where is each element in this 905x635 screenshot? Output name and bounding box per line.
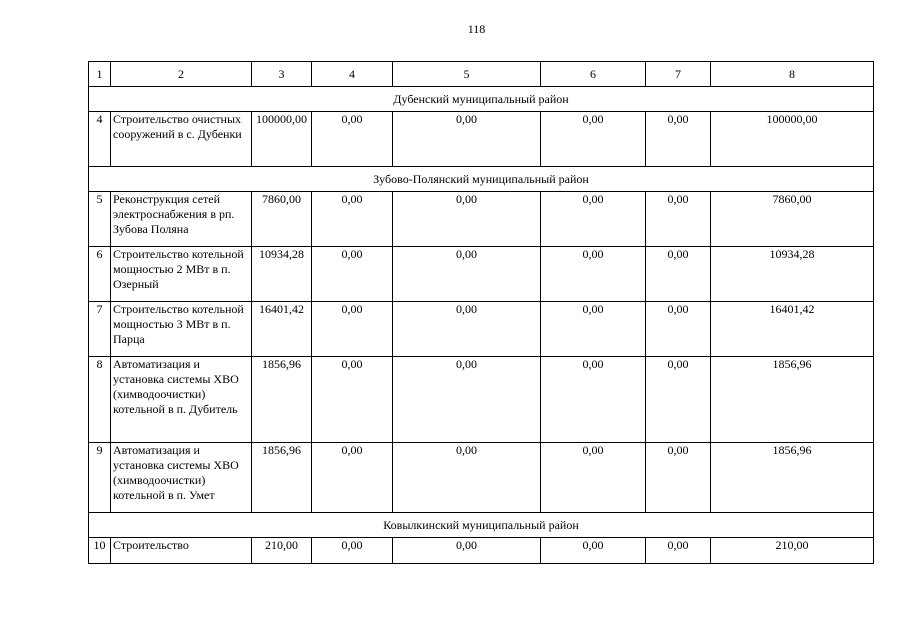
col8-value: 1856,96: [711, 443, 874, 513]
col4-value: 0,00: [312, 357, 393, 443]
section-row: [89, 167, 874, 192]
col8-value: 100000,00: [711, 112, 874, 167]
col8-value: 1856,96: [711, 357, 874, 443]
section-title: Зубово-Полянский муниципальный район: [89, 167, 874, 192]
col7-value: 0,00: [646, 443, 711, 513]
col3-value: 100000,00: [252, 112, 312, 167]
table-row: [89, 357, 874, 443]
header-cell: 7: [646, 62, 711, 87]
col8-value: 7860,00: [711, 192, 874, 247]
section-row: [89, 513, 874, 538]
col8-value: 210,00: [711, 538, 874, 564]
col3-value: 1856,96: [252, 443, 312, 513]
col5-value: 0,00: [393, 192, 541, 247]
project-name: Автоматизация и установка системы ХВО (химводоочистки) котельной в п. Умет: [111, 443, 252, 513]
section-title: Ковылкинский муниципальный район: [89, 513, 874, 538]
table-header-row: [89, 62, 874, 87]
col5-value: 0,00: [393, 112, 541, 167]
col3-value: 1856,96: [252, 357, 312, 443]
col5-value: 0,00: [393, 538, 541, 564]
header-cell: 1: [89, 62, 111, 87]
row-number: 5: [89, 192, 111, 247]
col3-value: 10934,28: [252, 247, 312, 302]
header-cell: 8: [711, 62, 874, 87]
table-row: [89, 247, 874, 302]
col4-value: 0,00: [312, 302, 393, 357]
project-name: Строительство котельной мощностью 2 МВт в п. Озерный: [111, 247, 252, 302]
investment-table: [88, 61, 874, 564]
col4-value: 0,00: [312, 443, 393, 513]
row-number: 7: [89, 302, 111, 357]
col5-value: 0,00: [393, 302, 541, 357]
col6-value: 0,00: [541, 192, 646, 247]
section-title: Дубенский муниципальный район: [89, 87, 874, 112]
col6-value: 0,00: [541, 247, 646, 302]
col8-value: 10934,28: [711, 247, 874, 302]
project-name: Строительство очистных сооружений в с. Дубенки: [111, 112, 252, 167]
col5-value: 0,00: [393, 247, 541, 302]
col7-value: 0,00: [646, 538, 711, 564]
col4-value: 0,00: [312, 538, 393, 564]
col6-value: 0,00: [541, 443, 646, 513]
col7-value: 0,00: [646, 247, 711, 302]
row-number: 4: [89, 112, 111, 167]
page-number: 118: [467, 22, 486, 36]
col3-value: 16401,42: [252, 302, 312, 357]
project-name: Автоматизация и установка системы ХВО (химводоочистки) котельной в п. Дубитель: [111, 357, 252, 443]
col6-value: 0,00: [541, 357, 646, 443]
col7-value: 0,00: [646, 112, 711, 167]
col7-value: 0,00: [646, 192, 711, 247]
project-name: Реконструкция сетей электроснабжения в рп. Зубова Поляна: [111, 192, 252, 247]
col6-value: 0,00: [541, 538, 646, 564]
row-number: 8: [89, 357, 111, 443]
col4-value: 0,00: [312, 247, 393, 302]
table-row: [89, 192, 874, 247]
table-row: [89, 302, 874, 357]
header-cell: 4: [312, 62, 393, 87]
col3-value: 210,00: [252, 538, 312, 564]
table-row: [89, 112, 874, 167]
col3-value: 7860,00: [252, 192, 312, 247]
row-number: 6: [89, 247, 111, 302]
section-row: [89, 87, 874, 112]
col6-value: 0,00: [541, 112, 646, 167]
table-row: [89, 538, 874, 564]
col4-value: 0,00: [312, 112, 393, 167]
col7-value: 0,00: [646, 357, 711, 443]
row-number: 10: [89, 538, 111, 564]
header-cell: 6: [541, 62, 646, 87]
header-cell: 5: [393, 62, 541, 87]
col7-value: 0,00: [646, 302, 711, 357]
row-number: 9: [89, 443, 111, 513]
project-name: Строительство: [111, 538, 252, 564]
project-name: Строительство котельной мощностью 3 МВт в п. Парца: [111, 302, 252, 357]
col4-value: 0,00: [312, 192, 393, 247]
header-cell: 3: [252, 62, 312, 87]
col8-value: 16401,42: [711, 302, 874, 357]
table-row: [89, 443, 874, 513]
col5-value: 0,00: [393, 357, 541, 443]
header-cell: 2: [111, 62, 252, 87]
col6-value: 0,00: [541, 302, 646, 357]
col5-value: 0,00: [393, 443, 541, 513]
